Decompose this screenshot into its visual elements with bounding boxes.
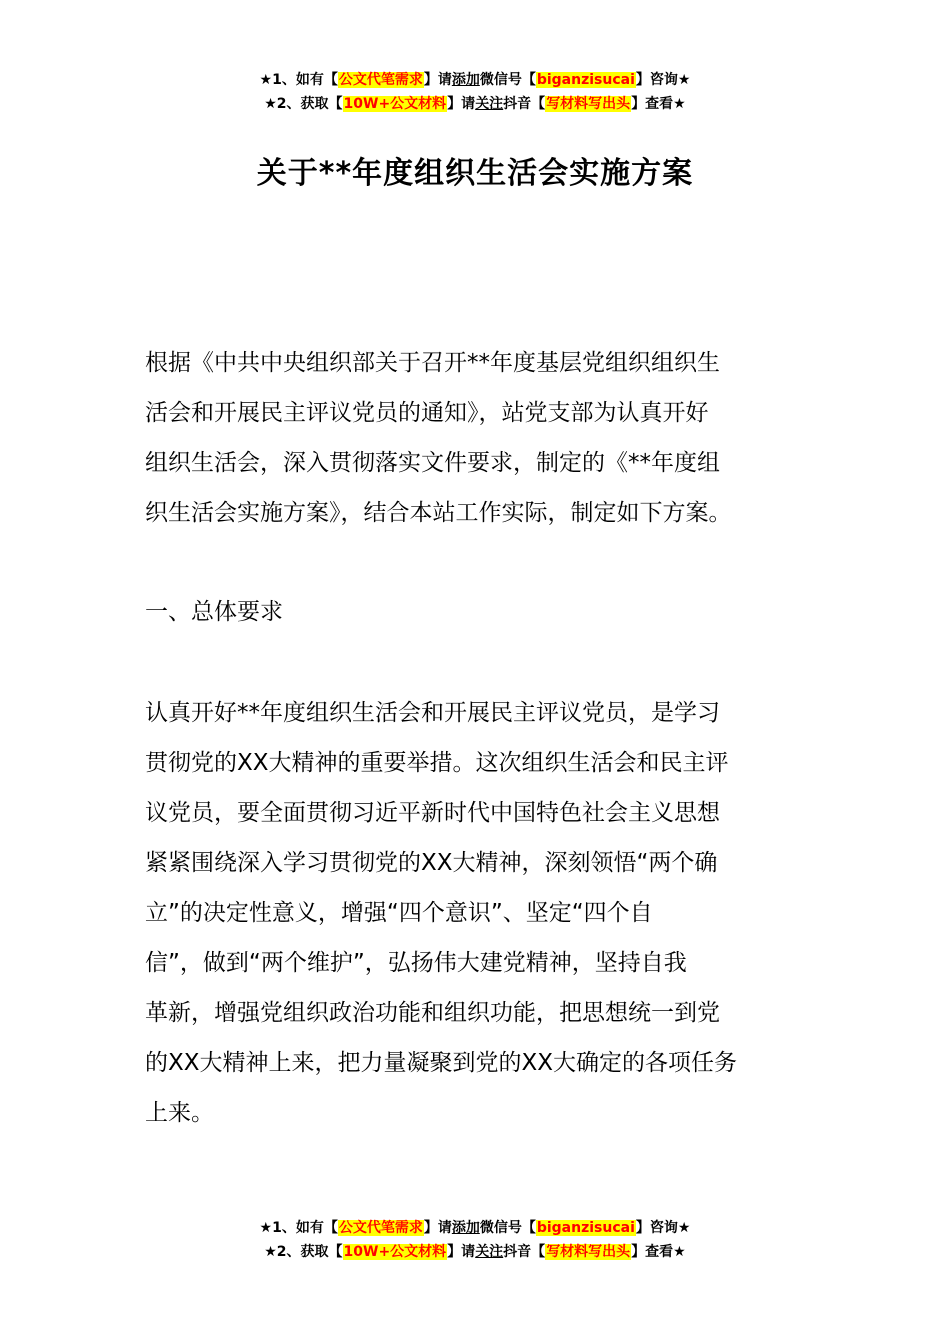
highlight-materials: 10W+公文材料 <box>343 96 447 112</box>
highlight-materials: 10W+公文材料 <box>343 1244 447 1260</box>
banner-underlined-text: 添加 <box>451 72 480 88</box>
highlight-wechat-id: biganzisucai <box>536 1220 635 1236</box>
paragraph-line: 活会和开展民主评议党员的通知》，站党支部为认真开好 <box>145 400 709 426</box>
paragraph-line: 立”的决定性意义，增强“四个意识”、坚定“四个自 <box>145 900 653 926</box>
paragraph-line: 贯彻党的XX大精神的重要举措。这次组织生活会和民主评 <box>145 750 729 776</box>
banner-underlined-text: 关注 <box>475 1244 504 1260</box>
paragraph-line: 信”，做到“两个维护”，弘扬伟大建党精神，坚持自我 <box>145 950 687 976</box>
banner-text: 】请 <box>447 96 476 112</box>
paragraph-line: 织生活会实施方案》，结合本站工作实际，制定如下方案。 <box>145 500 732 526</box>
banner-text: 】请 <box>423 1220 452 1236</box>
banner-line-2 <box>0 1240 950 1264</box>
banner-underlined-text: 关注 <box>475 96 504 112</box>
banner-line-2 <box>0 92 950 116</box>
banner-text: 】咨询★ <box>635 72 691 88</box>
banner-text: 】咨询★ <box>635 1220 691 1236</box>
banner-text: 微信号【 <box>479 72 536 88</box>
footer-banner <box>0 1216 950 1264</box>
paragraph-line: 的XX大精神上来，把力量凝聚到党的XX大确定的各项任务 <box>145 1050 738 1076</box>
paragraph-line: 根据《中共中央组织部关于召开**年度基层党组织组织生 <box>145 350 720 376</box>
paragraph-line: 上来。 <box>145 1100 214 1126</box>
intro-paragraph <box>145 338 809 538</box>
header-banner <box>0 68 950 116</box>
document-title: 关于**年度组织生活会实施方案 <box>256 156 694 191</box>
banner-text: 抖音【 <box>503 1244 546 1260</box>
banner-text: 微信号【 <box>479 1220 536 1236</box>
banner-text: ★2、获取【 <box>264 96 343 112</box>
paragraph-line: 紧紧围绕深入学习贯彻党的XX大精神，深刻领悟“两个确 <box>145 850 718 876</box>
banner-text: 】查看★ <box>631 1244 686 1260</box>
banner-text: 抖音【 <box>503 96 546 112</box>
paragraph-line: 认真开好**年度组织生活会和开展民主评议党员，是学习 <box>145 700 720 726</box>
paragraph-line: 革新，增强党组织政治功能和组织功能，把思想统一到党 <box>145 1000 720 1026</box>
banner-line-1 <box>0 68 950 92</box>
section-heading: 一、总体要求 <box>145 599 283 625</box>
banner-text: ★1、如有【 <box>259 72 338 88</box>
banner-line-1 <box>0 1216 950 1240</box>
section-paragraph <box>145 688 809 1138</box>
banner-text: 】查看★ <box>631 96 686 112</box>
highlight-douyin-id: 写材料写出头 <box>546 96 631 112</box>
highlight-wechat-id: biganzisucai <box>536 72 635 88</box>
banner-underlined-text: 添加 <box>451 1220 480 1236</box>
banner-text: 】请 <box>423 72 452 88</box>
paragraph-line: 组织生活会，深入贯彻落实文件要求，制定的《**年度组 <box>145 450 720 476</box>
paragraph-line: 议党员，要全面贯彻习近平新时代中国特色社会主义思想 <box>145 800 720 826</box>
highlight-service: 公文代笔需求 <box>338 1220 423 1236</box>
highlight-douyin-id: 写材料写出头 <box>546 1244 631 1260</box>
banner-text: ★1、如有【 <box>259 1220 338 1236</box>
banner-text: ★2、获取【 <box>264 1244 343 1260</box>
banner-text: 】请 <box>447 1244 476 1260</box>
highlight-service: 公文代笔需求 <box>338 72 423 88</box>
